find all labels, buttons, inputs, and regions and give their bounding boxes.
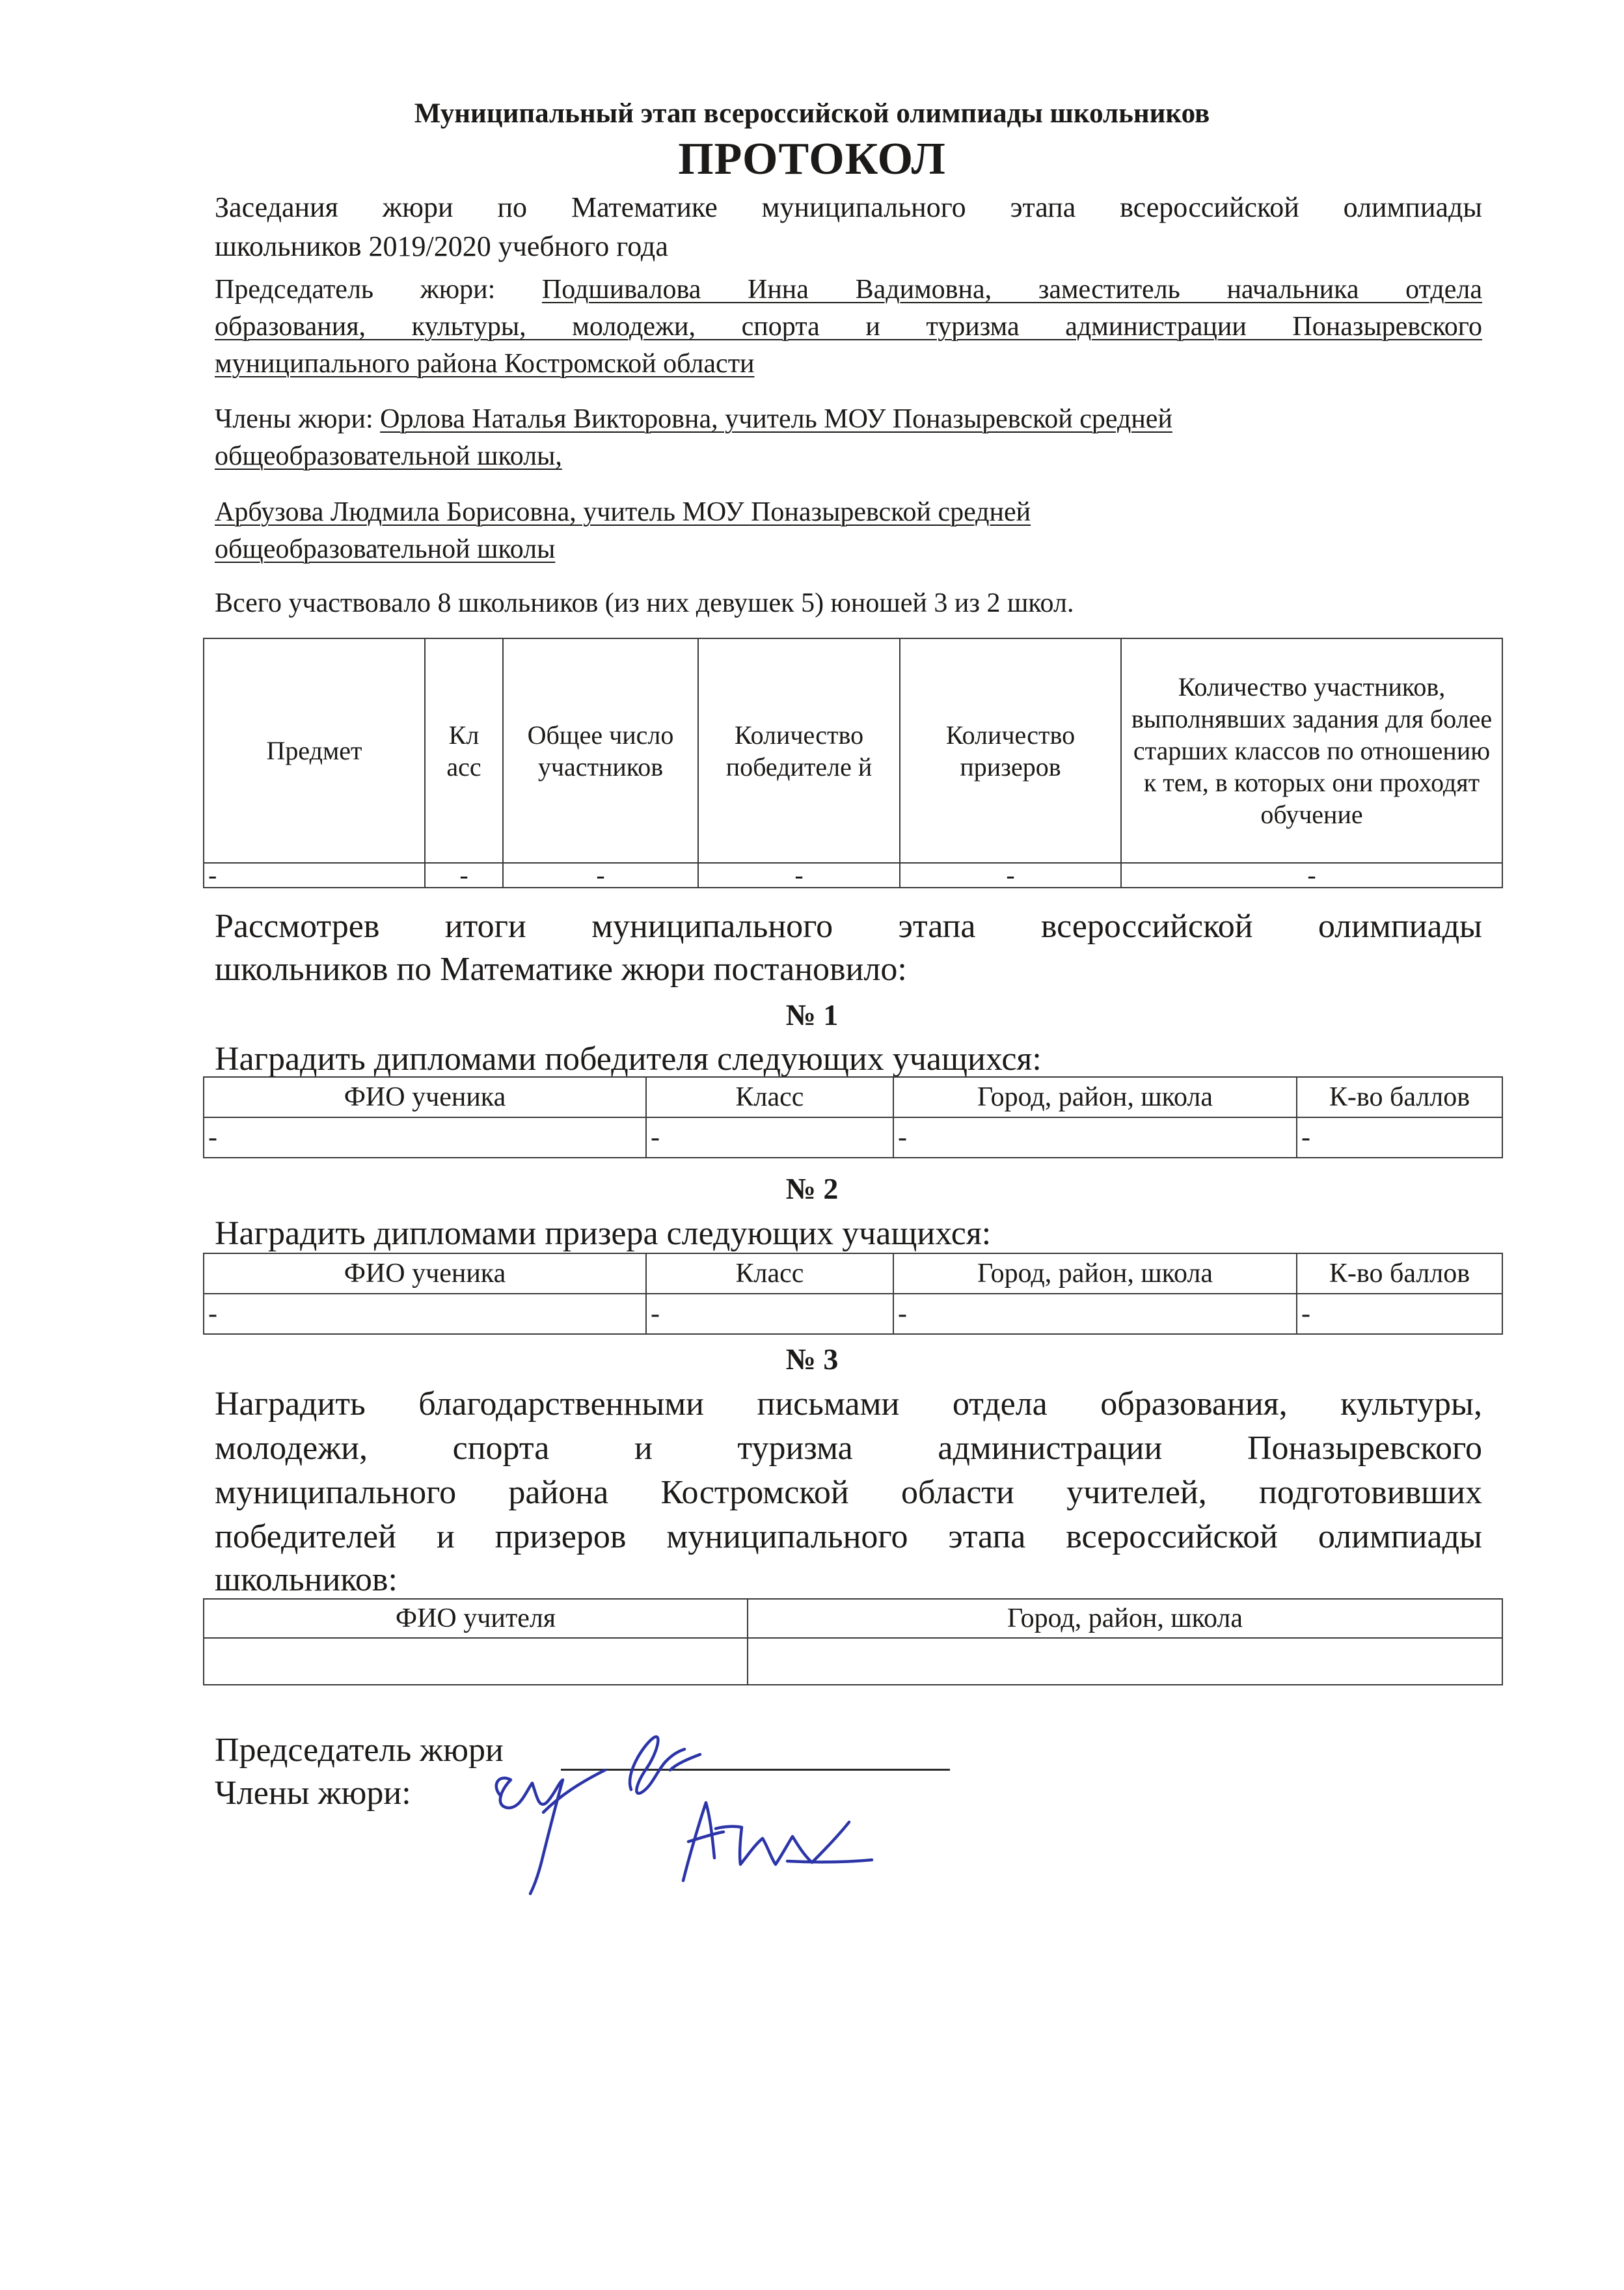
chair-line-3: муниципального района Костромской области <box>215 349 755 379</box>
header-city-school: Город, район, школа <box>893 1253 1297 1294</box>
table-cell: - <box>425 863 503 888</box>
table-cell: - <box>503 863 698 888</box>
table-row <box>204 1294 1502 1334</box>
table-cell: - <box>893 1117 1297 1158</box>
decision-line-2: школьников по Математике жюри постановило: <box>215 951 907 988</box>
summary-header-older-classes: Количество участников, выполнявших задания для более старших классов по отношению к тем, в которых они проходят обучение <box>1121 638 1502 863</box>
member-1-line-1 <box>215 402 1172 437</box>
section-3-number: № 3 <box>785 1343 839 1376</box>
table-cell: - <box>646 1294 893 1334</box>
header-class: Класс <box>646 1253 893 1294</box>
chair-label: Председатель жюри: <box>215 275 542 305</box>
summary-header-prizewinners: Количество призеров <box>900 638 1121 863</box>
member-signature-1 <box>496 1770 605 1894</box>
header-points: К-во баллов <box>1297 1253 1502 1294</box>
section-2-text: Наградить дипломами призера следующих учащихся: <box>215 1215 992 1252</box>
participants-summary: Всего участвовало 8 школьников (из них девушек 5) юношей 3 из 2 школ. <box>215 588 1074 618</box>
prizewinners-table-header-row <box>204 1253 1502 1294</box>
header-student-name: ФИО ученика <box>204 1077 646 1117</box>
table-row <box>204 1117 1502 1158</box>
table-cell: - <box>1297 1117 1502 1158</box>
table-cell: - <box>900 863 1121 888</box>
header-city-school: Город, район, школа <box>893 1077 1297 1117</box>
chair-signature-label: Председатель жюри <box>215 1732 504 1769</box>
section-3-line-1: Наградить благодарственными письмами отдела образования, культуры, <box>215 1385 1482 1423</box>
members-label: Члены жюри: <box>215 404 381 434</box>
section-3-line-5: школьников: <box>215 1561 398 1598</box>
summary-header-winners: Количество победителе й <box>698 638 900 863</box>
header-class: Класс <box>646 1077 893 1117</box>
teachers-table-header-row <box>204 1599 1502 1638</box>
section-3-line-2: молодежи, спорта и туризма администрации Поназыревского <box>215 1430 1482 1467</box>
intro-line-2: школьников 2019/2020 учебного года <box>215 230 668 262</box>
signatures-handwritten <box>481 1698 924 1933</box>
table-cell: - <box>204 1294 646 1334</box>
intro-line-1: Заседания жюри по Математике муниципального этапа всероссийской олимпиады <box>215 191 1482 223</box>
document-title: ПРОТОКОЛ <box>678 134 946 184</box>
summary-header-total: Общее число участников <box>503 638 698 863</box>
document-subtitle: Муниципальный этап всероссийской олимпиады школьников <box>414 98 1210 129</box>
table-row <box>204 863 1502 888</box>
table-cell: - <box>1297 1294 1502 1334</box>
header-points: К-во баллов <box>1297 1077 1502 1117</box>
table-cell <box>748 1638 1502 1685</box>
chair-line-2: образования, культуры, молодежи, спорта и туризма администрации Поназыревского <box>215 312 1482 342</box>
chair-line-1 <box>215 272 1482 307</box>
table-cell: - <box>646 1117 893 1158</box>
table-cell: - <box>1121 863 1502 888</box>
table-cell: - <box>204 863 425 888</box>
member-2-line-1: Арбузова Людмила Борисовна, учитель МОУ Поназыревской средней <box>215 497 1031 527</box>
section-3-line-4: победителей и призеров муниципального этапа всероссийской олимпиады <box>215 1518 1482 1555</box>
section-1-text: Наградить дипломами победителя следующих учащихся: <box>215 1041 1042 1078</box>
decision-line-1: Рассмотрев итоги муниципального этапа всероссийской олимпиады <box>215 908 1482 945</box>
member-1-name: Орлова Наталья Викторовна, учитель МОУ Поназыревской средней <box>380 404 1172 434</box>
section-3-line-3: муниципального района Костромской области учителей, подготовивших <box>215 1474 1482 1511</box>
chair-name: Подшивалова Инна Вадимовна, заместитель начальника отдела <box>541 275 1482 305</box>
section-1-number: № 1 <box>785 998 839 1031</box>
chair-signature <box>630 1737 700 1793</box>
summary-header-subject: Предмет <box>204 638 425 863</box>
table-cell <box>204 1638 748 1685</box>
table-row <box>204 1638 1502 1685</box>
header-student-name: ФИО ученика <box>204 1253 646 1294</box>
table-cell: - <box>893 1294 1297 1334</box>
summary-table-header-row <box>204 638 1502 863</box>
winners-table <box>203 1076 1503 1158</box>
table-cell: - <box>204 1117 646 1158</box>
member-2-line-2: общеобразовательной школы <box>215 534 556 564</box>
header-teacher-name: ФИО учителя <box>204 1599 748 1638</box>
section-2-number: № 2 <box>785 1172 839 1205</box>
summary-header-class: Кл асс <box>425 638 503 863</box>
member-signature-2 <box>683 1803 872 1881</box>
teachers-table <box>203 1598 1503 1685</box>
winners-table-header-row <box>204 1077 1502 1117</box>
summary-table <box>203 638 1503 888</box>
members-signature-label: Члены жюри: <box>215 1775 411 1812</box>
table-cell: - <box>698 863 900 888</box>
prizewinners-table <box>203 1253 1503 1335</box>
header-city-school: Город, район, школа <box>748 1599 1502 1638</box>
member-1-line-2: общеобразовательной школы, <box>215 441 562 471</box>
